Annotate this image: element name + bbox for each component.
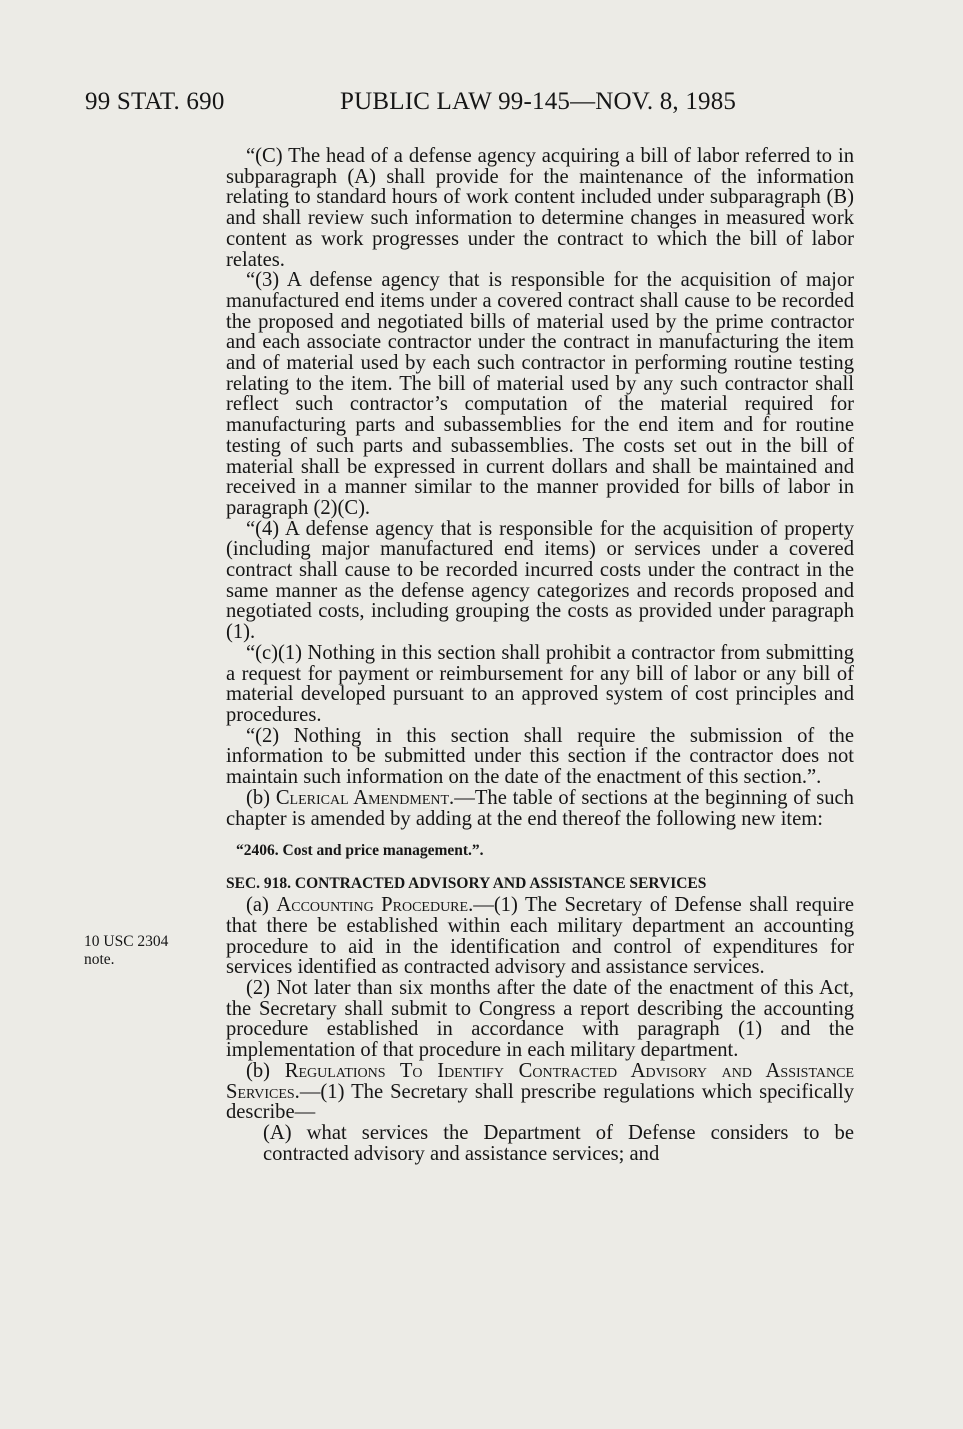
section-heading: SEC. 918. CONTRACTED ADVISORY AND ASSISTANCE SERVICES	[226, 875, 707, 893]
paragraph-regulations	[226, 1061, 854, 1123]
subsection-heading: Accounting Procedure.	[276, 894, 474, 917]
paragraph-3: “(3) A defense agency that is responsible for the acquisition of major manufactured end items under a covered contract shall cause to be recorded the proposed and negotiated bills of material used by the prime contractor and each associate contractor under the contract in manufacturing the item and of material used by each such contractor in performing routine testing relating to the item. The bill of material used by any such contractor shall reflect such contractor’s computation of the material required for manufacturing parts and subassemblies for the end item and for routine testing of such parts and subassemblies. The costs set out in the bill of material shall be expressed in current dollars and shall be maintained and received in a manner similar to the manner provided for bills of labor in paragraph (2)(C).	[226, 269, 854, 519]
table-of-sections-item: “2406. Cost and price management.”.	[236, 842, 484, 860]
subsection-heading: Clerical Amendment.	[275, 786, 455, 809]
paragraph-label: (b)	[246, 786, 276, 809]
paragraph-accounting-procedure	[226, 895, 854, 978]
paragraph-c: “(C) The head of a defense agency acquiring a bill of labor referred to in subparagraph (A) shall provide for the maintenance of the information relating to standard hours of work content included under subparagraph (B) and shall review such information to determine changes in measured work content as work progresses under the contract to which the bill of labor relates.	[226, 145, 854, 271]
paragraph-c1: “(c)(1) Nothing in this section shall prohibit a contractor from submitting a request for payment or reimbursement for any bill of labor or any bill of material developed pursuant to an approved system of cost principles and procedures.	[226, 641, 854, 726]
paragraph-a-services: (A) what services the Department of Defense considers to be contracted advisory and assistance services; and	[263, 1121, 854, 1165]
running-header: PUBLIC LAW 99-145—NOV. 8, 1985	[340, 88, 737, 115]
paragraph-label: (a)	[246, 894, 277, 917]
paragraph-text: —(1) The Secretary of Defense shall require that there be established within each military department an accounting procedure to aid in the identification and control of expenditures for services identified as contracted advisory and assistance services.	[226, 894, 854, 979]
page-stat-number: 99 STAT. 690	[85, 88, 225, 115]
paragraph-4: “(4) A defense agency that is responsible for the acquisition of property (including major manufactured end items) or services under a covered contract shall cause to be recorded incurred costs under the contract in the same manner as the defense agency categorizes and records proposed and negotiated costs, including grouping the costs as provided under paragraph (1).	[226, 517, 854, 644]
paragraph-clerical-amendment	[226, 788, 854, 829]
margin-note	[84, 933, 168, 969]
body-text	[226, 146, 854, 1164]
margin-note-citation: 10 USC 2304	[84, 933, 169, 950]
paragraph-c2: “(2) Nothing in this section shall require the submission of the information to be submitted under this section if the contractor does not maintain such information on the date of the enactment of this section.”.	[226, 724, 854, 789]
margin-note-suffix: note.	[84, 951, 115, 968]
paragraph-text: —(1) The Secretary shall prescribe regulations which specifically describe—	[226, 1080, 854, 1124]
paragraph-label: (b)	[246, 1059, 285, 1082]
subsection-heading: Regulations To Identify Contracted Advisory and Assistance Services.	[226, 1059, 854, 1103]
paragraph-text: —The table of sections at the beginning of such chapter is amended by adding at the end thereof the following new item:	[226, 786, 854, 830]
paragraph-report: (2) Not later than six months after the date of the enactment of this Act, the Secretary shall submit to Congress a report describing the accounting procedure established in accordance with paragraph (1) and the implementation of that procedure in each military department.	[226, 977, 854, 1062]
